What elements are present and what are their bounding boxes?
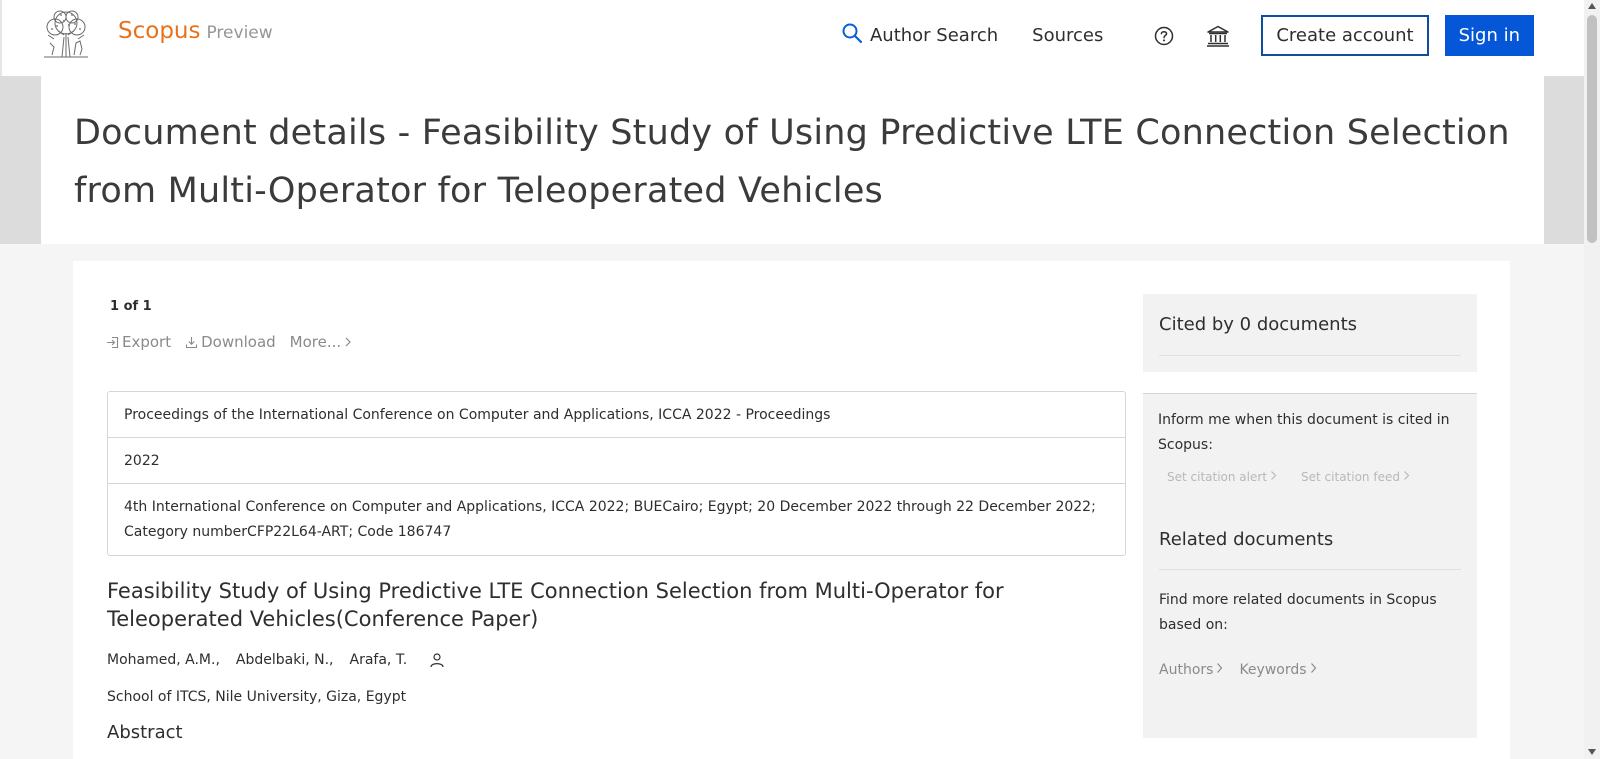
chevron-right-icon xyxy=(344,336,352,348)
related-links xyxy=(1159,662,1317,678)
chevron-right-icon xyxy=(1310,662,1317,678)
search-icon xyxy=(842,23,862,48)
abstract-heading: Abstract xyxy=(107,722,183,743)
source-conference xyxy=(108,484,1125,555)
related-by-keywords-label: Keywords xyxy=(1239,662,1307,678)
divider xyxy=(1159,569,1461,570)
help-icon[interactable] xyxy=(1151,23,1177,49)
download-icon xyxy=(185,336,198,349)
sources-link[interactable]: Sources xyxy=(1032,25,1104,46)
elsevier-logo[interactable] xyxy=(38,9,94,59)
brand[interactable] xyxy=(118,18,273,44)
more-button[interactable] xyxy=(290,333,353,351)
source-conference-text: 4th International Conference on Computer and Applications, ICCA 2022; BUECairo; Egypt; 20 December 2022 through 22 December 2022; Category numberCFP22L64-ART; Code 186747 xyxy=(124,498,1096,540)
source-journal-text: Proceedings of the International Conference on Computer and Applications, ICCA 2022 - Proceedings xyxy=(124,406,831,423)
chevron-right-icon xyxy=(1403,470,1410,484)
related-by-authors-link[interactable] xyxy=(1159,662,1223,678)
author-link[interactable]: Mohamed, A.M., xyxy=(107,652,220,668)
author-link[interactable]: Arafa, T. xyxy=(349,652,408,668)
author-affiliation: School of ITCS, Nile University, Giza, Egypt xyxy=(107,689,407,705)
cited-by-panel xyxy=(1143,294,1477,372)
document-actions xyxy=(106,333,352,351)
related-documents-text: Find more related documents in Scopus based on: xyxy=(1159,592,1437,633)
chevron-right-icon xyxy=(1270,470,1277,484)
download-label: Download xyxy=(201,333,276,351)
export-label: Export xyxy=(122,333,172,351)
scroll-up-arrow-icon[interactable] xyxy=(1588,3,1596,9)
set-citation-alert-link[interactable] xyxy=(1167,470,1277,484)
author-search-link[interactable] xyxy=(842,23,998,48)
related-by-keywords-link[interactable] xyxy=(1239,662,1316,678)
source-year-text: 2022 xyxy=(124,452,160,469)
set-citation-feed-link[interactable] xyxy=(1301,470,1410,484)
related-documents-title: Related documents xyxy=(1159,529,1334,550)
set-citation-alert-label: Set citation alert xyxy=(1167,470,1268,484)
document-title: Feasibility Study of Using Predictive LTE Connection Selection from Multi-Operator for Teleoperated Vehicles(Conference Paper) xyxy=(107,579,1004,631)
export-button[interactable] xyxy=(106,333,171,351)
title-band xyxy=(0,76,1584,244)
institution-icon[interactable] xyxy=(1205,23,1231,49)
cited-by-title: Cited by 0 documents xyxy=(1159,314,1358,335)
sign-in-button[interactable]: Sign in xyxy=(1445,15,1534,56)
citation-links xyxy=(1167,470,1410,484)
page-scrollbar[interactable] xyxy=(1584,0,1600,759)
author-link[interactable]: Abdelbaki, N., xyxy=(235,652,334,668)
header-nav xyxy=(842,15,1534,56)
title-panel xyxy=(41,76,1544,244)
chevron-right-icon xyxy=(1216,662,1223,678)
person-icon[interactable] xyxy=(429,652,445,668)
brand-sub: Preview xyxy=(206,23,273,43)
download-button[interactable] xyxy=(185,333,276,351)
citation-alert-text: Inform me when this document is cited in Scopus: xyxy=(1158,412,1450,453)
related-by-authors-label: Authors xyxy=(1159,662,1214,678)
source-info-box xyxy=(107,391,1126,556)
brand-name[interactable]: Scopus xyxy=(118,18,201,44)
export-icon xyxy=(106,336,119,349)
author-list xyxy=(107,652,445,668)
source-year xyxy=(108,438,1125,484)
create-account-button[interactable]: Create account xyxy=(1261,15,1428,56)
scroll-down-arrow-icon[interactable] xyxy=(1588,749,1596,755)
top-header xyxy=(0,0,1584,76)
page-title: Document details - Feasibility Study of Using Predictive LTE Connection Selection from Multi-Operator for Teleoperated Vehicles xyxy=(74,113,1510,211)
author-search-label: Author Search xyxy=(869,25,999,46)
sidebar-panel xyxy=(1143,393,1477,738)
set-citation-feed-label: Set citation feed xyxy=(1301,470,1400,484)
divider xyxy=(1159,355,1461,356)
source-journal[interactable] xyxy=(108,392,1125,438)
scroll-thumb[interactable] xyxy=(1587,15,1597,243)
more-label: More... xyxy=(289,333,342,351)
result-pager: 1 of 1 xyxy=(110,299,152,314)
